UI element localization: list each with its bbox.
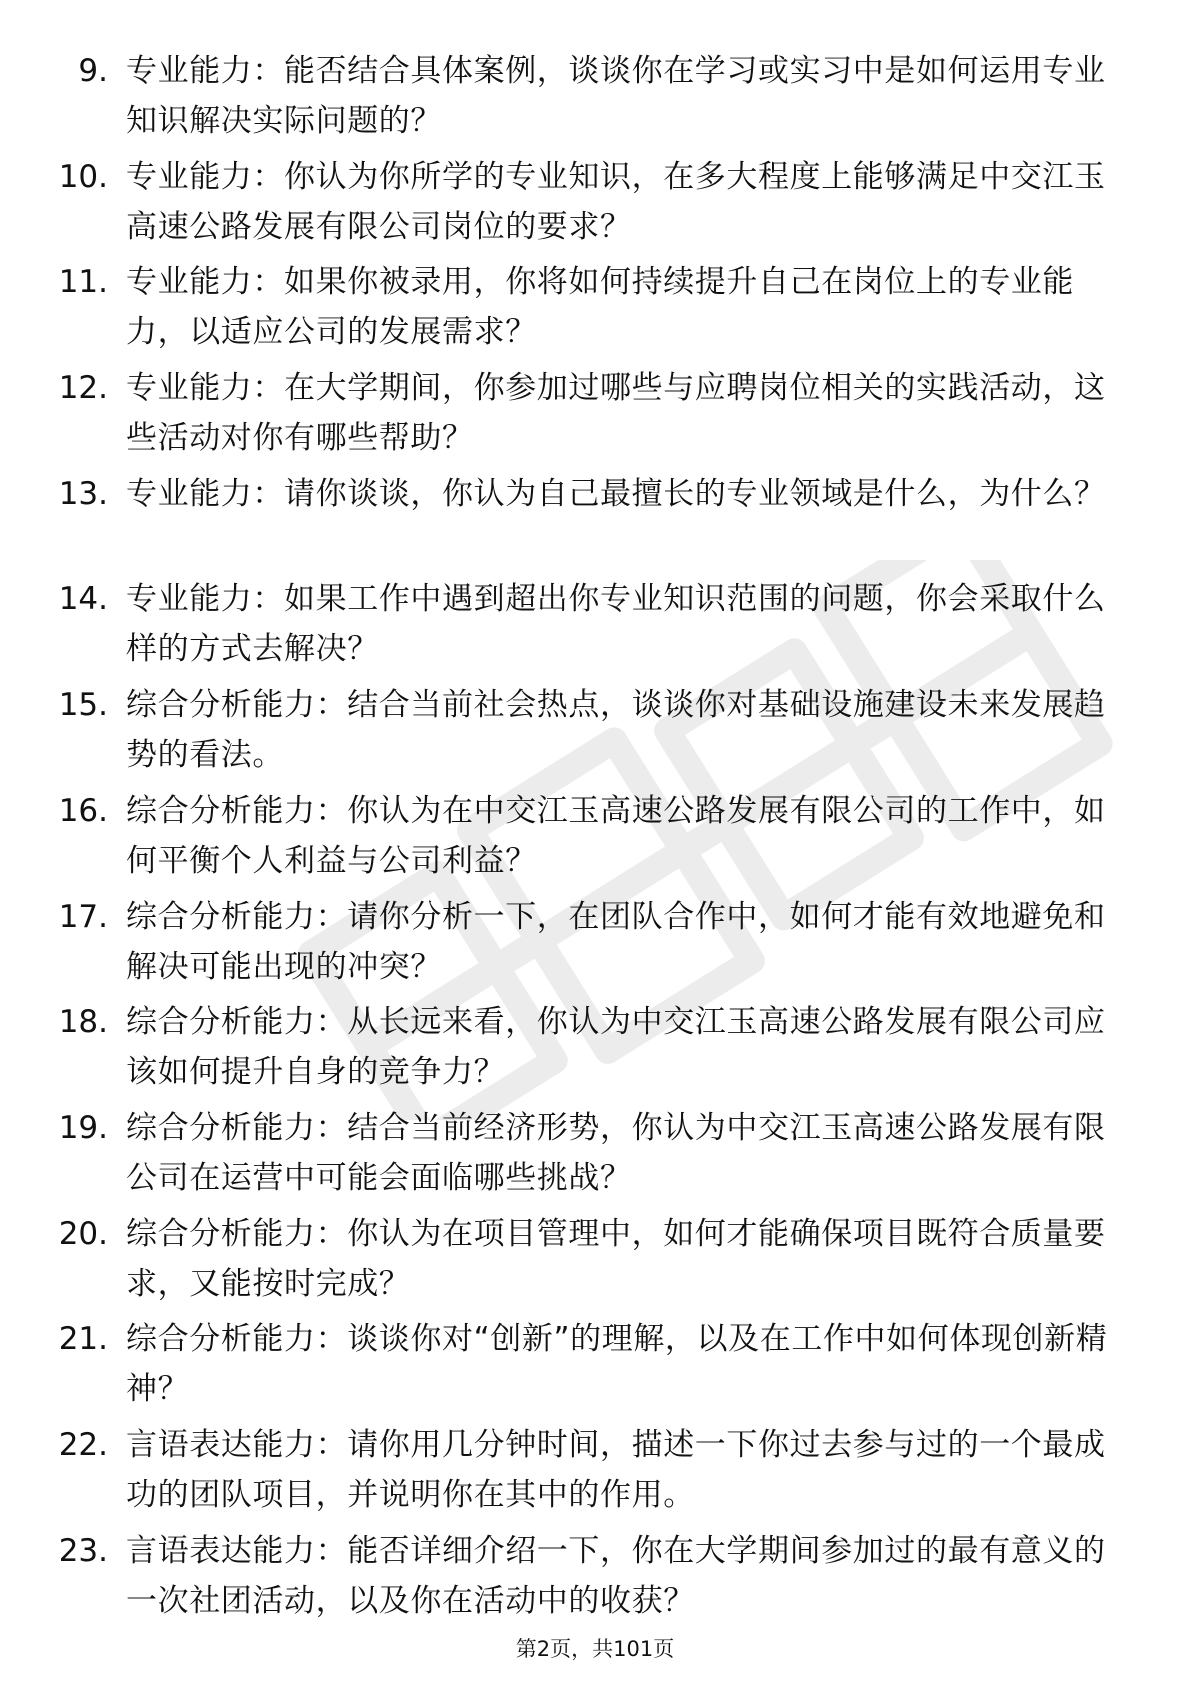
question-text: 综合分析能力：结合当前社会热点，谈谈你对基础设施建设未来发展趋势的看法。 — [126, 687, 1106, 774]
question-number: 9. — [78, 53, 108, 89]
question-item — [0, 469, 1190, 575]
question-text: 综合分析能力：谈谈你对“创新”的理解，以及在工作中如何体现创新精神？ — [126, 1321, 1108, 1408]
question-text: 言语表达能力：请你用几分钟时间，描述一下你过去参与过的一个最成功的团队项目，并说明你在其中的作用。 — [126, 1426, 1106, 1513]
page-footer: 第2页，共101页 — [515, 1637, 675, 1661]
question-text: 综合分析能力：从长远来看，你认为中交江玉高速公路发展有限公司应该如何提升自身的竞争力？ — [126, 1004, 1106, 1091]
question-number: 12. — [58, 370, 108, 407]
question-item — [0, 1526, 1190, 1632]
question-item — [0, 1420, 1190, 1526]
question-text: 专业能力：如果你被录用，你将如何持续提升自己在岗位上的专业能力，以适应公司的发展需求？ — [126, 264, 1074, 351]
question-text: 专业能力：请你谈谈，你认为自己最擅长的专业领域是什么，为什么？ — [126, 475, 1106, 512]
question-item — [0, 680, 1190, 786]
question-item — [0, 1103, 1190, 1209]
question-number: 16. — [58, 792, 108, 829]
question-number: 15. — [58, 687, 108, 724]
question-text: 综合分析能力：你认为在中交江玉高速公路发展有限公司的工作中，如何平衡个人利益与公司利益？ — [126, 792, 1106, 879]
question-number: 23. — [58, 1532, 108, 1569]
question-item — [0, 1209, 1190, 1315]
question-number: 21. — [58, 1321, 108, 1358]
question-item — [0, 1314, 1190, 1420]
question-text: 综合分析能力：你认为在项目管理中，如何才能确保项目既符合质量要求，又能按时完成？ — [126, 1215, 1106, 1302]
question-item — [0, 363, 1190, 469]
question-number: 14. — [58, 581, 108, 618]
question-item — [0, 997, 1190, 1103]
question-item — [0, 152, 1190, 258]
question-number: 10. — [58, 158, 108, 195]
question-number: 20. — [58, 1215, 108, 1252]
question-item — [0, 786, 1190, 892]
question-text: 专业能力：能否结合具体案例，谈谈你在学习或实习中是如何运用专业知识解决实际问题的？ — [126, 53, 1106, 139]
question-number: 13. — [58, 475, 108, 512]
question-text: 专业能力：在大学期间，你参加过哪些与应聘岗位相关的实践活动，这些活动对你有哪些帮助？ — [126, 370, 1106, 457]
question-text: 专业能力：你认为你所学的专业知识，在多大程度上能够满足中交江玉高速公路发展有限公司岗位的要求？ — [126, 158, 1106, 245]
question-number: 22. — [58, 1426, 108, 1463]
question-item — [0, 892, 1190, 998]
question-number: 18. — [58, 1004, 108, 1041]
question-item — [0, 46, 1190, 152]
question-number: 19. — [58, 1109, 108, 1146]
question-list — [0, 46, 1190, 1631]
question-text: 言语表达能力：能否详细介绍一下，你在大学期间参加过的最有意义的一次社团活动，以及你在活动中的收获？ — [126, 1532, 1106, 1619]
question-item — [0, 257, 1190, 363]
question-text: 综合分析能力：结合当前经济形势，你认为中交江玉高速公路发展有限公司在运营中可能会面临哪些挑战？ — [126, 1109, 1106, 1196]
question-number: 17. — [58, 898, 108, 935]
question-text: 综合分析能力：请你分析一下，在团队合作中，如何才能有效地避免和解决可能出现的冲突？ — [126, 898, 1106, 985]
question-item — [0, 574, 1190, 680]
question-text: 专业能力：如果工作中遇到超出你专业知识范围的问题，你会采取什么样的方式去解决？ — [126, 581, 1106, 668]
question-number: 11. — [58, 264, 108, 301]
